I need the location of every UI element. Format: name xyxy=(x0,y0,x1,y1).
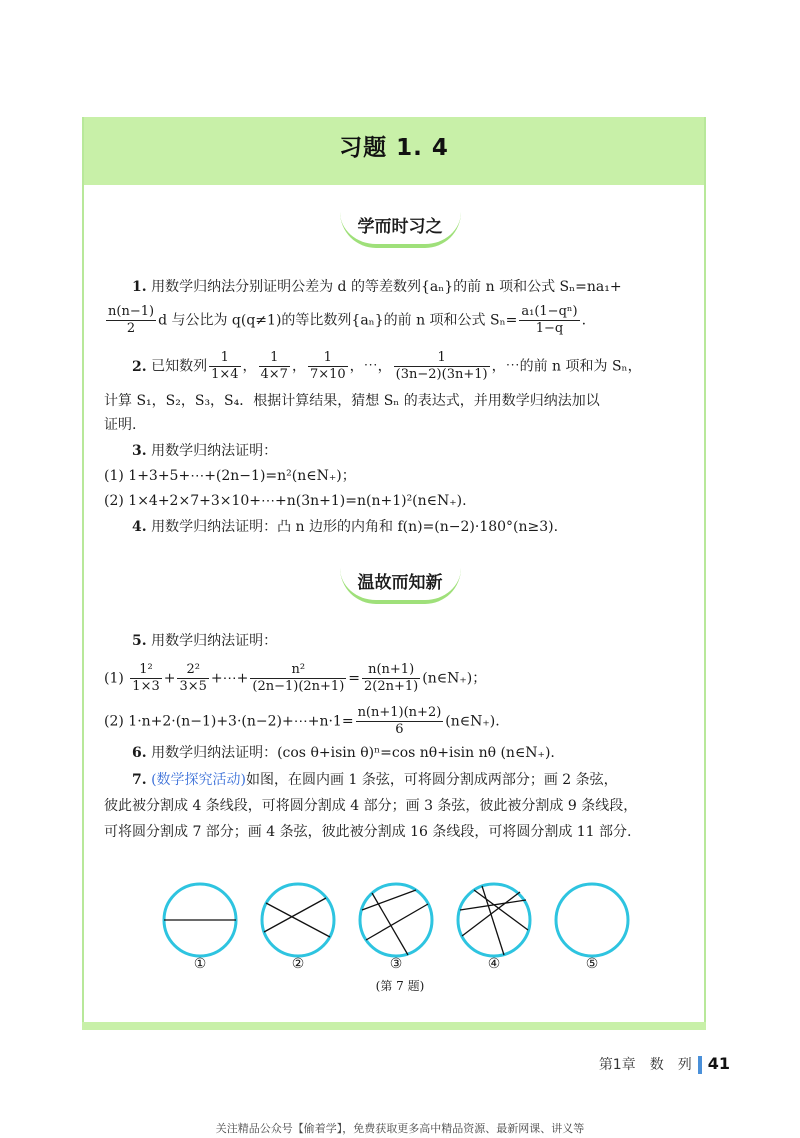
fraction: $\frac{\text{a₁(1−qⁿ)}}{1-q}$ xyxy=(521,304,578,336)
section-heading-1: 学而时习之 xyxy=(0,212,800,248)
figure-label-1: ① xyxy=(193,956,207,972)
problem-3-line-3: (2) 1×4+2×7+3×10+⋯+n(3n+1)=n(n+1)²(n∈N₊). xyxy=(104,493,467,509)
circle-3 xyxy=(360,884,432,956)
problem-6-line-1: 6. 用数学归纳法证明：(cos θ+isin θ)ⁿ=cos nθ+isin nθ (n∈N₊). xyxy=(132,745,555,761)
fraction: $\frac{n(n-1)}{2}$ xyxy=(108,304,155,336)
problem-5-line-3: (2) 1·n+2·(n−1)+3·(n−2)+⋯+n·1= $\frac{n(n+1)(n+2)}{6}$ (n∈N₊). xyxy=(104,705,500,737)
figure-label-4: ④ xyxy=(487,956,501,972)
page-footer xyxy=(599,1054,730,1074)
problem-1-line-2: $\frac{n(n-1)}{2}$ d 与公比为 q(q≠1)的等比数列{aₙ}的前 n 项和公式 Sₙ= $\frac{\text{a₁(1−qⁿ)}}{1-q}$ . xyxy=(108,304,587,336)
problem-1-line-1: 1. 用数学归纳法分别证明公差为 d 的等差数列{aₙ}的前 n 项和公式 Sₙ=na₁+ xyxy=(132,279,622,295)
figure-label-3: ③ xyxy=(389,956,403,972)
figure-caption: (第 7 题) xyxy=(375,979,425,993)
circle-1 xyxy=(164,884,236,956)
figure-label-2: ② xyxy=(291,956,305,972)
problem-7-line-3: 可将圆分割成 7 部分；画 4 条弦，彼此被分割成 16 条线段，可将圆分割成 11 部分. xyxy=(104,824,632,840)
problem-5-line-1: 5. 用数学归纳法证明： xyxy=(132,633,278,649)
figure-label-5: ⑤ xyxy=(585,956,599,972)
problem-2-line-3: 证明. xyxy=(104,417,137,433)
problem-3-line-2: (1) 1+3+5+⋯+(2n−1)=n²(n∈N₊)； xyxy=(104,468,356,484)
problem-4-line-1: 4. 用数学归纳法证明：凸 n 边形的内角和 f(n)=(n−2)·180°(n≥3). xyxy=(132,519,559,535)
section-heading-2: 温故而知新 xyxy=(0,568,800,604)
circle-5 xyxy=(556,884,628,956)
page-number: 41 xyxy=(707,1054,730,1073)
chapter-label: 第1章 数 列 xyxy=(598,1057,692,1073)
circle-4 xyxy=(458,884,530,956)
page-title: 习题 1. 4 xyxy=(339,135,449,161)
problem-2-line-2: 计算 S₁，S₂，S₃，S₄．根据计算结果，猜想 Sₙ 的表达式，并用数学归纳法加以 xyxy=(104,393,600,409)
problem-3-line-1: 3. 用数学归纳法证明： xyxy=(132,443,278,459)
problem-7-line-2: 彼此被分割成 4 条线段，可将圆分割成 4 部分；画 3 条弦，彼此被分割成 9 条线段， xyxy=(104,798,638,814)
circle-2 xyxy=(262,884,334,956)
problem-7-line-1: 7. (数学探究活动)如图，在圆内画 1 条弦，可将圆分割成两部分；画 2 条弦， xyxy=(132,772,618,788)
footer-divider xyxy=(698,1056,702,1074)
problem-5-line-2: (1) $\frac{\text{1²}}{1\times 3}$ + $\frac{\text{2²}}{3\times 5}$ +⋯+ $\frac{\text{n²}}{(2n-1)(2n+1)}$ = $\frac{n(n+1)}{2(2n+1)}$ (n∈N₊)； xyxy=(104,662,487,694)
bottom-band xyxy=(82,1022,706,1030)
activity-tag: (数学探究活动) xyxy=(151,772,247,788)
watermark-text: 关注精品公众号【偷着学】，免费获取更多高中精品资源、最新网课、讲义等 xyxy=(215,1122,585,1135)
problem-2-line-1: 2. 已知数列 $\frac{1}{1\times 4}$ ， $\frac{1}{4\times 7}$ ， $\frac{1}{7\times 10}$ ，⋯， $\frac{1}{(3n-2)(3n+1)}$ ，⋯的前 n 项和为 Sₙ， xyxy=(132,350,642,382)
